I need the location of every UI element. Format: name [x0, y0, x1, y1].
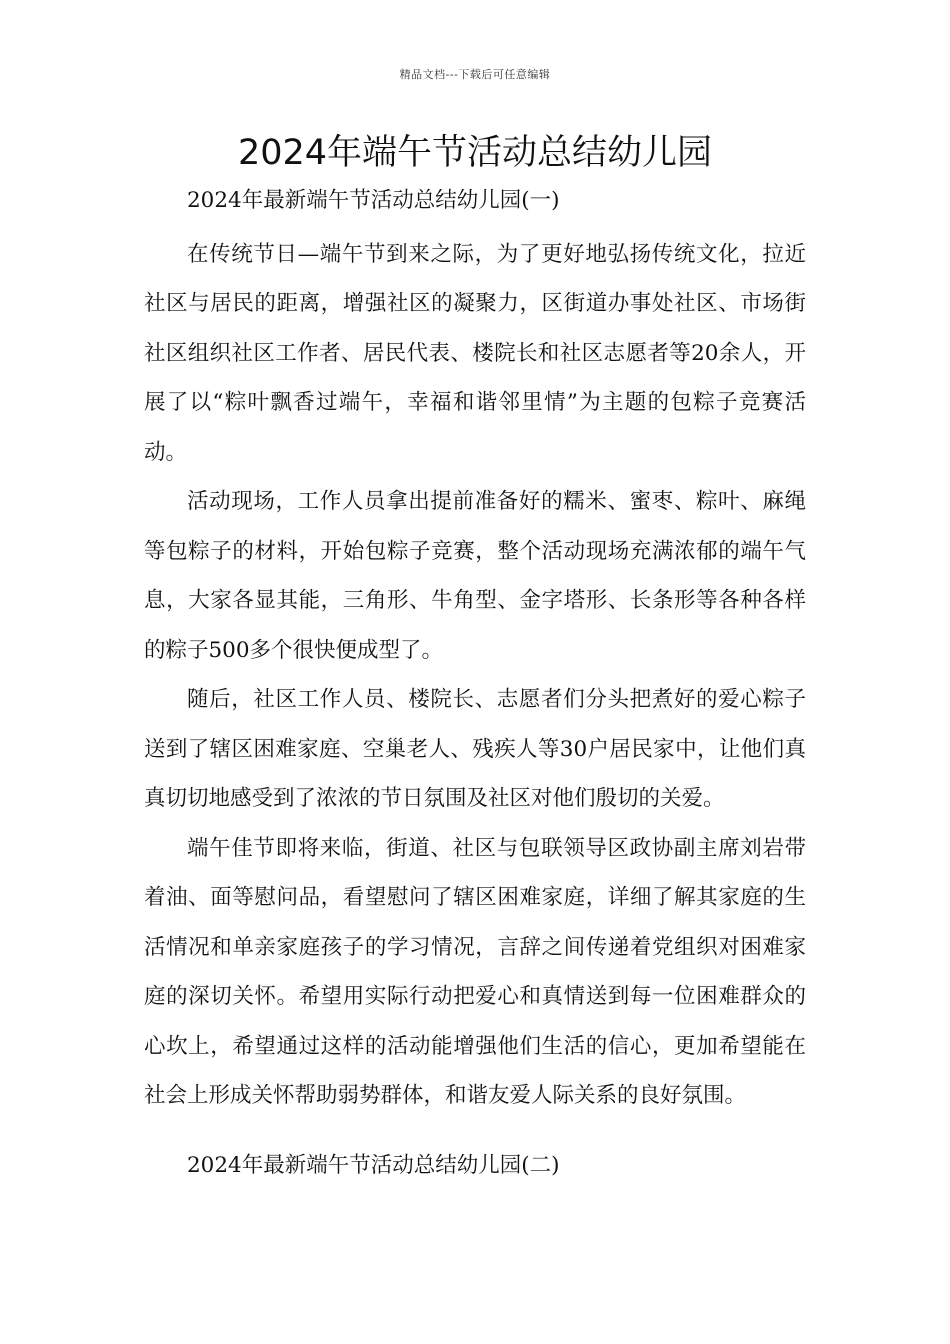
paragraph-1: 在传统节日—端午节到来之际，为了更好地弘扬传统文化，拉近社区与居民的距离，增强社区的凝聚力，区街道办事处社区、市场街社区组织社区工作者、居民代表、楼院长和社区志愿者等20余人，开展了以“粽叶飘香过端午，幸福和谐邻里情”为主题的包粽子竞赛活动。: [144, 241, 806, 465]
paragraph-2: 活动现场，工作人员拿出提前准备好的糯米、蜜枣、粽叶、麻绳等包粽子的材料，开始包粽子竞赛，整个活动现场充满浓郁的端午气息，大家各显其能，三角形、牛角型、金字塔形、长条形等各种各样的粽子500多个很快便成型了。: [144, 489, 806, 663]
section-heading-2: 2024年最新端午节活动总结幼儿园(二): [187, 1152, 560, 1178]
section-heading-1: 2024年最新端午节活动总结幼儿园(一): [187, 188, 560, 213]
document-body: [144, 176, 806, 1190]
document-title: 2024年端午节活动总结幼儿园: [237, 133, 713, 173]
paragraph-4: 端午佳节即将来临，街道、社区与包联领导区政协副主席刘岩带着油、面等慰问品，看望慰问了辖区困难家庭，详细了解其家庭的生活情况和单亲家庭孩子的学习情况，言辞之间传递着党组织对困难家庭的深切关怀。希望用实际行动把爱心和真情送到每一位困难群众的心坎上，希望通过这样的活动能增强他们生活的信心，更加希望能在社会上形成关怀帮助弱势群体，和谐友爱人际关系的良好氛围。: [144, 835, 806, 1108]
header-note: 精品文档---下载后可任意编辑: [399, 68, 551, 81]
paragraph-3: 随后，社区工作人员、楼院长、志愿者们分头把煮好的爱心粽子送到了辖区困难家庭、空巢老人、残疾人等30户居民家中，让他们真真切切地感受到了浓浓的节日氛围及社区对他们殷切的关爱。: [144, 687, 806, 811]
